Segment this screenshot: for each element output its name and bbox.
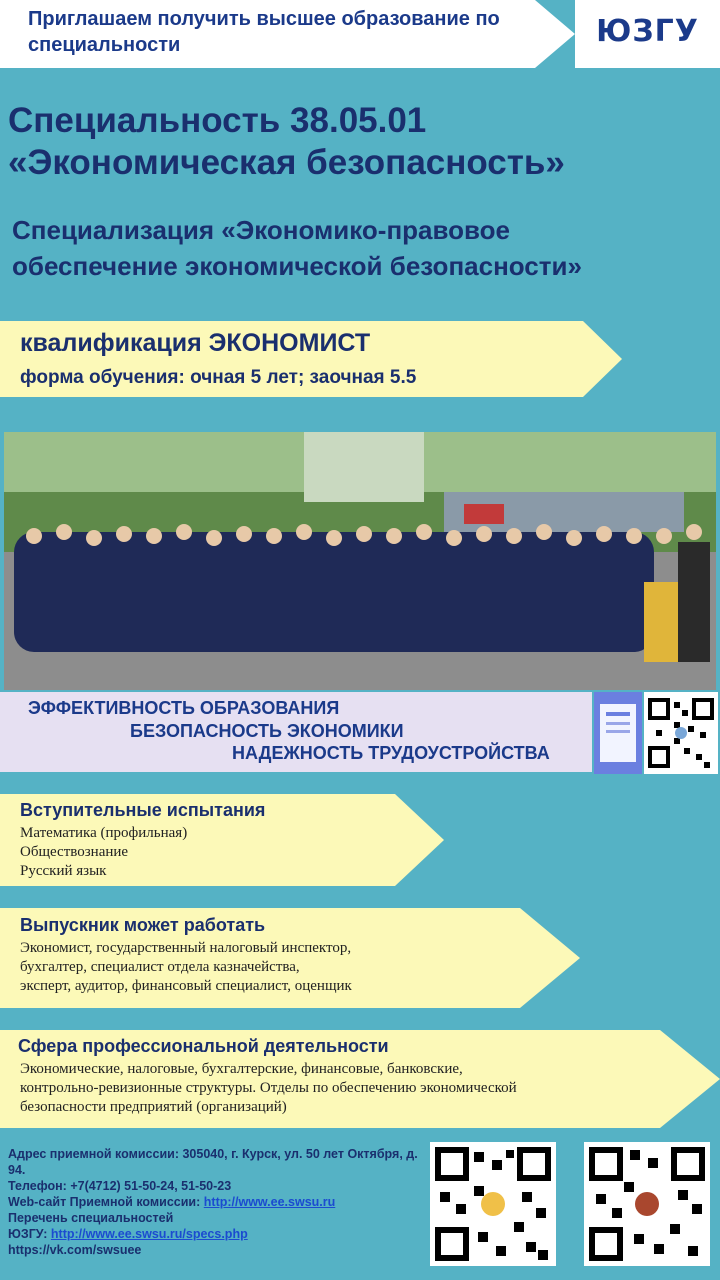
sphere-title: Сфера профессиональной деятельности — [18, 1036, 389, 1056]
address-value: 305040, г. Курск, ул. 50 лет Октября, д. 94. — [8, 1147, 418, 1177]
study-form: форма обучения: очная 5 лет; заочная 5.5 — [20, 367, 417, 388]
department-badge — [594, 692, 642, 774]
graduate-title: Выпускник может работать — [20, 915, 266, 935]
exams-title: Вступительные испытания — [20, 800, 266, 820]
specialization-line-1: Специализация «Экономико-правовое — [12, 215, 510, 245]
phone — [8, 1178, 428, 1194]
specialization-line-2: обеспечение экономической безопасности» — [12, 251, 582, 281]
sphere-text — [20, 1060, 517, 1117]
qr-code-icon[interactable] — [430, 1142, 556, 1266]
specialty-name: «Экономическая безопасность» — [8, 143, 565, 182]
list-item: Экономист, государственный налоговый инспектор, — [20, 940, 352, 956]
exams-list — [20, 824, 187, 881]
slogan-line-3: НАДЕЖНОСТЬ ТРУДОУСТРОЙСТВА — [232, 743, 550, 763]
address — [8, 1146, 428, 1178]
list-item: бухгалтер, специалист отдела казначейства, — [20, 959, 300, 975]
website-link[interactable]: http://www.ee.swsu.ru — [203, 1195, 336, 1209]
list-item: Экономические, налоговые, бухгалтерские, финансовые, банковские, — [20, 1061, 463, 1077]
slogan-line-1: ЭФФЕКТИВНОСТЬ ОБРАЗОВАНИЯ — [28, 698, 340, 718]
specs — [8, 1226, 428, 1242]
specs-label: Перечень специальностей — [8, 1211, 174, 1225]
list-item: Русский язык — [20, 863, 107, 879]
list-item: безопасности предприятий (организаций) — [20, 1099, 287, 1115]
specs-link[interactable]: http://www.ee.swsu.ru/specs.php — [50, 1227, 248, 1241]
slogan-line-2: БЕЗОПАСНОСТЬ ЭКОНОМИКИ — [130, 721, 404, 741]
list-item: контрольно-ревизионные структуры. Отделы по обеспечению экономической — [20, 1080, 517, 1096]
graduate-jobs — [20, 939, 352, 996]
specs-prefix: ЮЗГУ: — [8, 1227, 48, 1241]
address-label: Адрес приемной комиссии: — [8, 1147, 179, 1161]
specialization — [12, 212, 712, 284]
logo-text: ЮЗГУ — [596, 14, 699, 49]
list-item: Обществознание — [20, 844, 129, 860]
phone-label: Телефон: — [8, 1179, 67, 1193]
website-label: Web-сайт Приемной комиссии: — [8, 1195, 201, 1209]
specialty-code: Специальность 38.05.01 — [8, 101, 427, 140]
contact-info — [8, 1146, 428, 1258]
list-item: эксперт, аудитор, финансовый специалист, оценщик — [20, 978, 352, 994]
qr-code-icon[interactable] — [644, 692, 718, 774]
vk-link[interactable]: https://vk.com/swsuee — [8, 1243, 142, 1257]
list-item: Математика (профильная) — [20, 825, 188, 841]
group-photo — [4, 432, 716, 690]
qualification-title: квалификация ЭКОНОМИСТ — [20, 329, 371, 357]
invite-text: Приглашаем получить высшее образование по специальности — [28, 8, 500, 56]
website — [8, 1194, 428, 1210]
qr-code-icon[interactable] — [584, 1142, 710, 1266]
phone-value: +7(4712) 51-50-24, 51-50-23 — [70, 1179, 232, 1193]
specialty-title — [8, 100, 708, 184]
